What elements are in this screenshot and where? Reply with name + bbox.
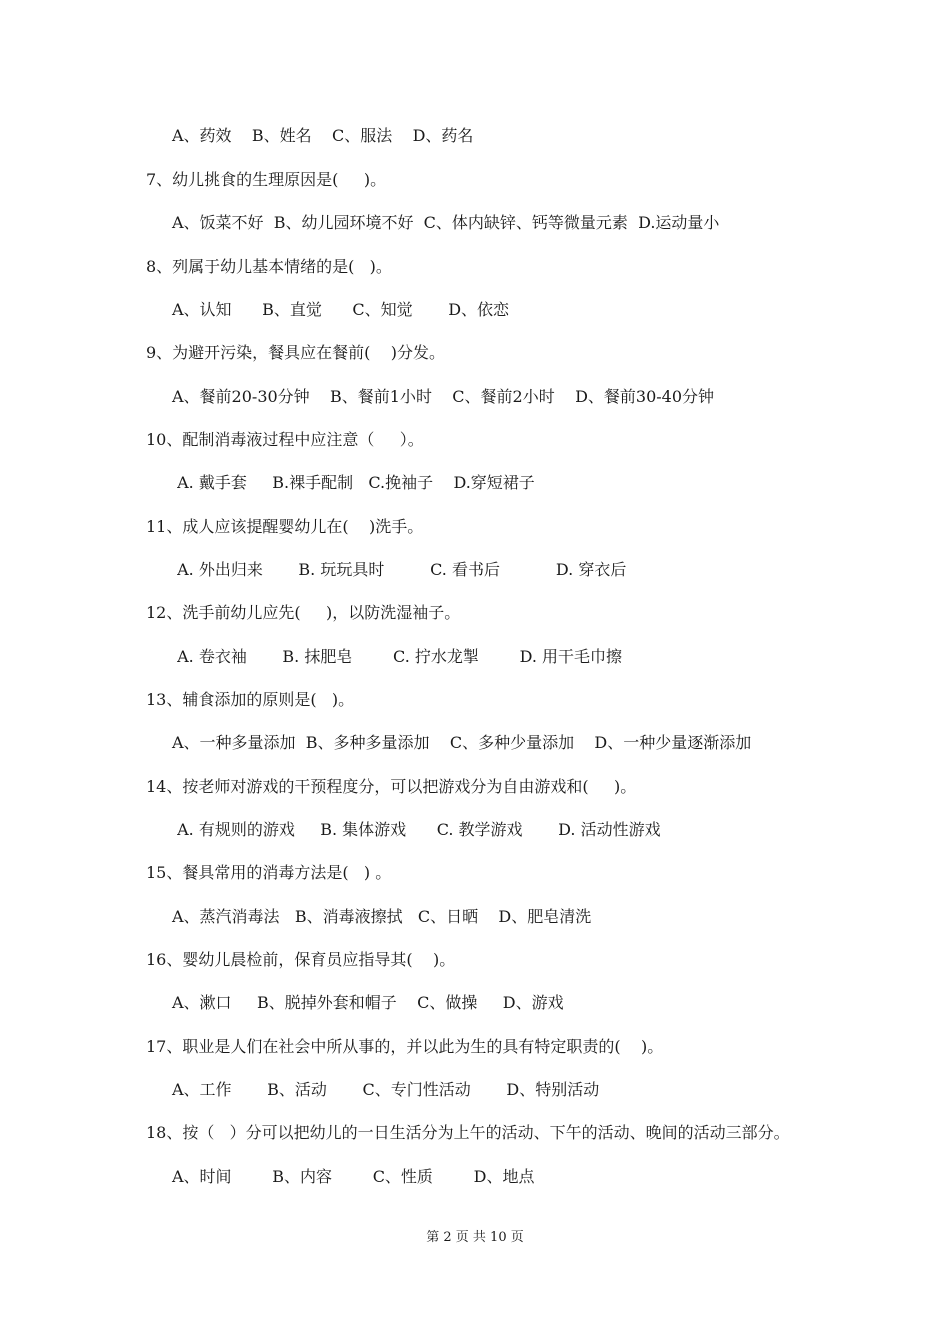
options-q7: A、饭菜不好 B、幼儿园环境不好 C、体内缺锌、钙等微量元素 D.运动量小 [172, 213, 720, 232]
options-q11: A. 外出归来 B. 玩玩具时 C. 看书后 D. 穿衣后 [172, 560, 627, 579]
options-q9: A、餐前20-30分钟 B、餐前1小时 C、餐前2小时 D、餐前30-40分钟 [172, 387, 715, 406]
question-12: 12、洗手前幼儿应先( )，以防洗湿袖子。 [146, 603, 461, 622]
options-q8: A、认知 B、直觉 C、知觉 D、依恋 [172, 300, 510, 319]
question-16: 16、婴幼儿晨检前，保育员应指导其( )。 [146, 950, 456, 969]
question-7: 7、幼儿挑食的生理原因是( )。 [146, 170, 387, 189]
options-q18: A、时间 B、内容 C、性质 D、地点 [172, 1167, 535, 1186]
options-q12: A. 卷衣袖 B. 抹肥皂 C. 拧水龙掣 D. 用干毛巾擦 [172, 647, 622, 666]
options-q10: A. 戴手套 B.裸手配制 C.挽袖子 D.穿短裙子 [172, 473, 535, 492]
options-q16: A、漱口 B、脱掉外套和帽子 C、做操 D、游戏 [172, 993, 564, 1012]
question-17: 17、职业是人们在社会中所从事的，并以此为生的具有特定职责的( )。 [146, 1037, 664, 1056]
question-15: 15、餐具常用的消毒方法是( ) 。 [146, 863, 392, 882]
options-q13: A、一种多量添加 B、多种多量添加 C、多种少量添加 D、一种少量逐渐添加 [172, 733, 752, 752]
page-footer: 第 2 页 共 10 页 [426, 1230, 524, 1245]
question-14: 14、按老师对游戏的干预程度分，可以把游戏分为自由游戏和( )。 [146, 777, 637, 796]
question-9: 9、为避开污染，餐具应在餐前( )分发。 [146, 343, 446, 362]
options-q17: A、工作 B、活动 C、专门性活动 D、特别活动 [172, 1080, 600, 1099]
question-8: 8、列属于幼儿基本情绪的是( )。 [146, 257, 392, 276]
options-q15: A、蒸汽消毒法 B、消毒液擦拭 C、日晒 D、肥皂清洗 [172, 907, 592, 926]
question-18: 18、按（ ）分可以把幼儿的一日生活分为上午的活动、下午的活动、晚间的活动三部分。 [146, 1123, 790, 1142]
options-q6: A、药效 B、姓名 C、服法 D、药名 [172, 126, 474, 145]
question-10: 10、配制消毒液过程中应注意（ ）。 [146, 430, 424, 449]
options-q14: A. 有规则的游戏 B. 集体游戏 C. 教学游戏 D. 活动性游戏 [172, 820, 661, 839]
question-13: 13、辅食添加的原则是( )。 [146, 690, 355, 709]
question-11: 11、成人应该提醒婴幼儿在( )洗手。 [146, 517, 424, 536]
